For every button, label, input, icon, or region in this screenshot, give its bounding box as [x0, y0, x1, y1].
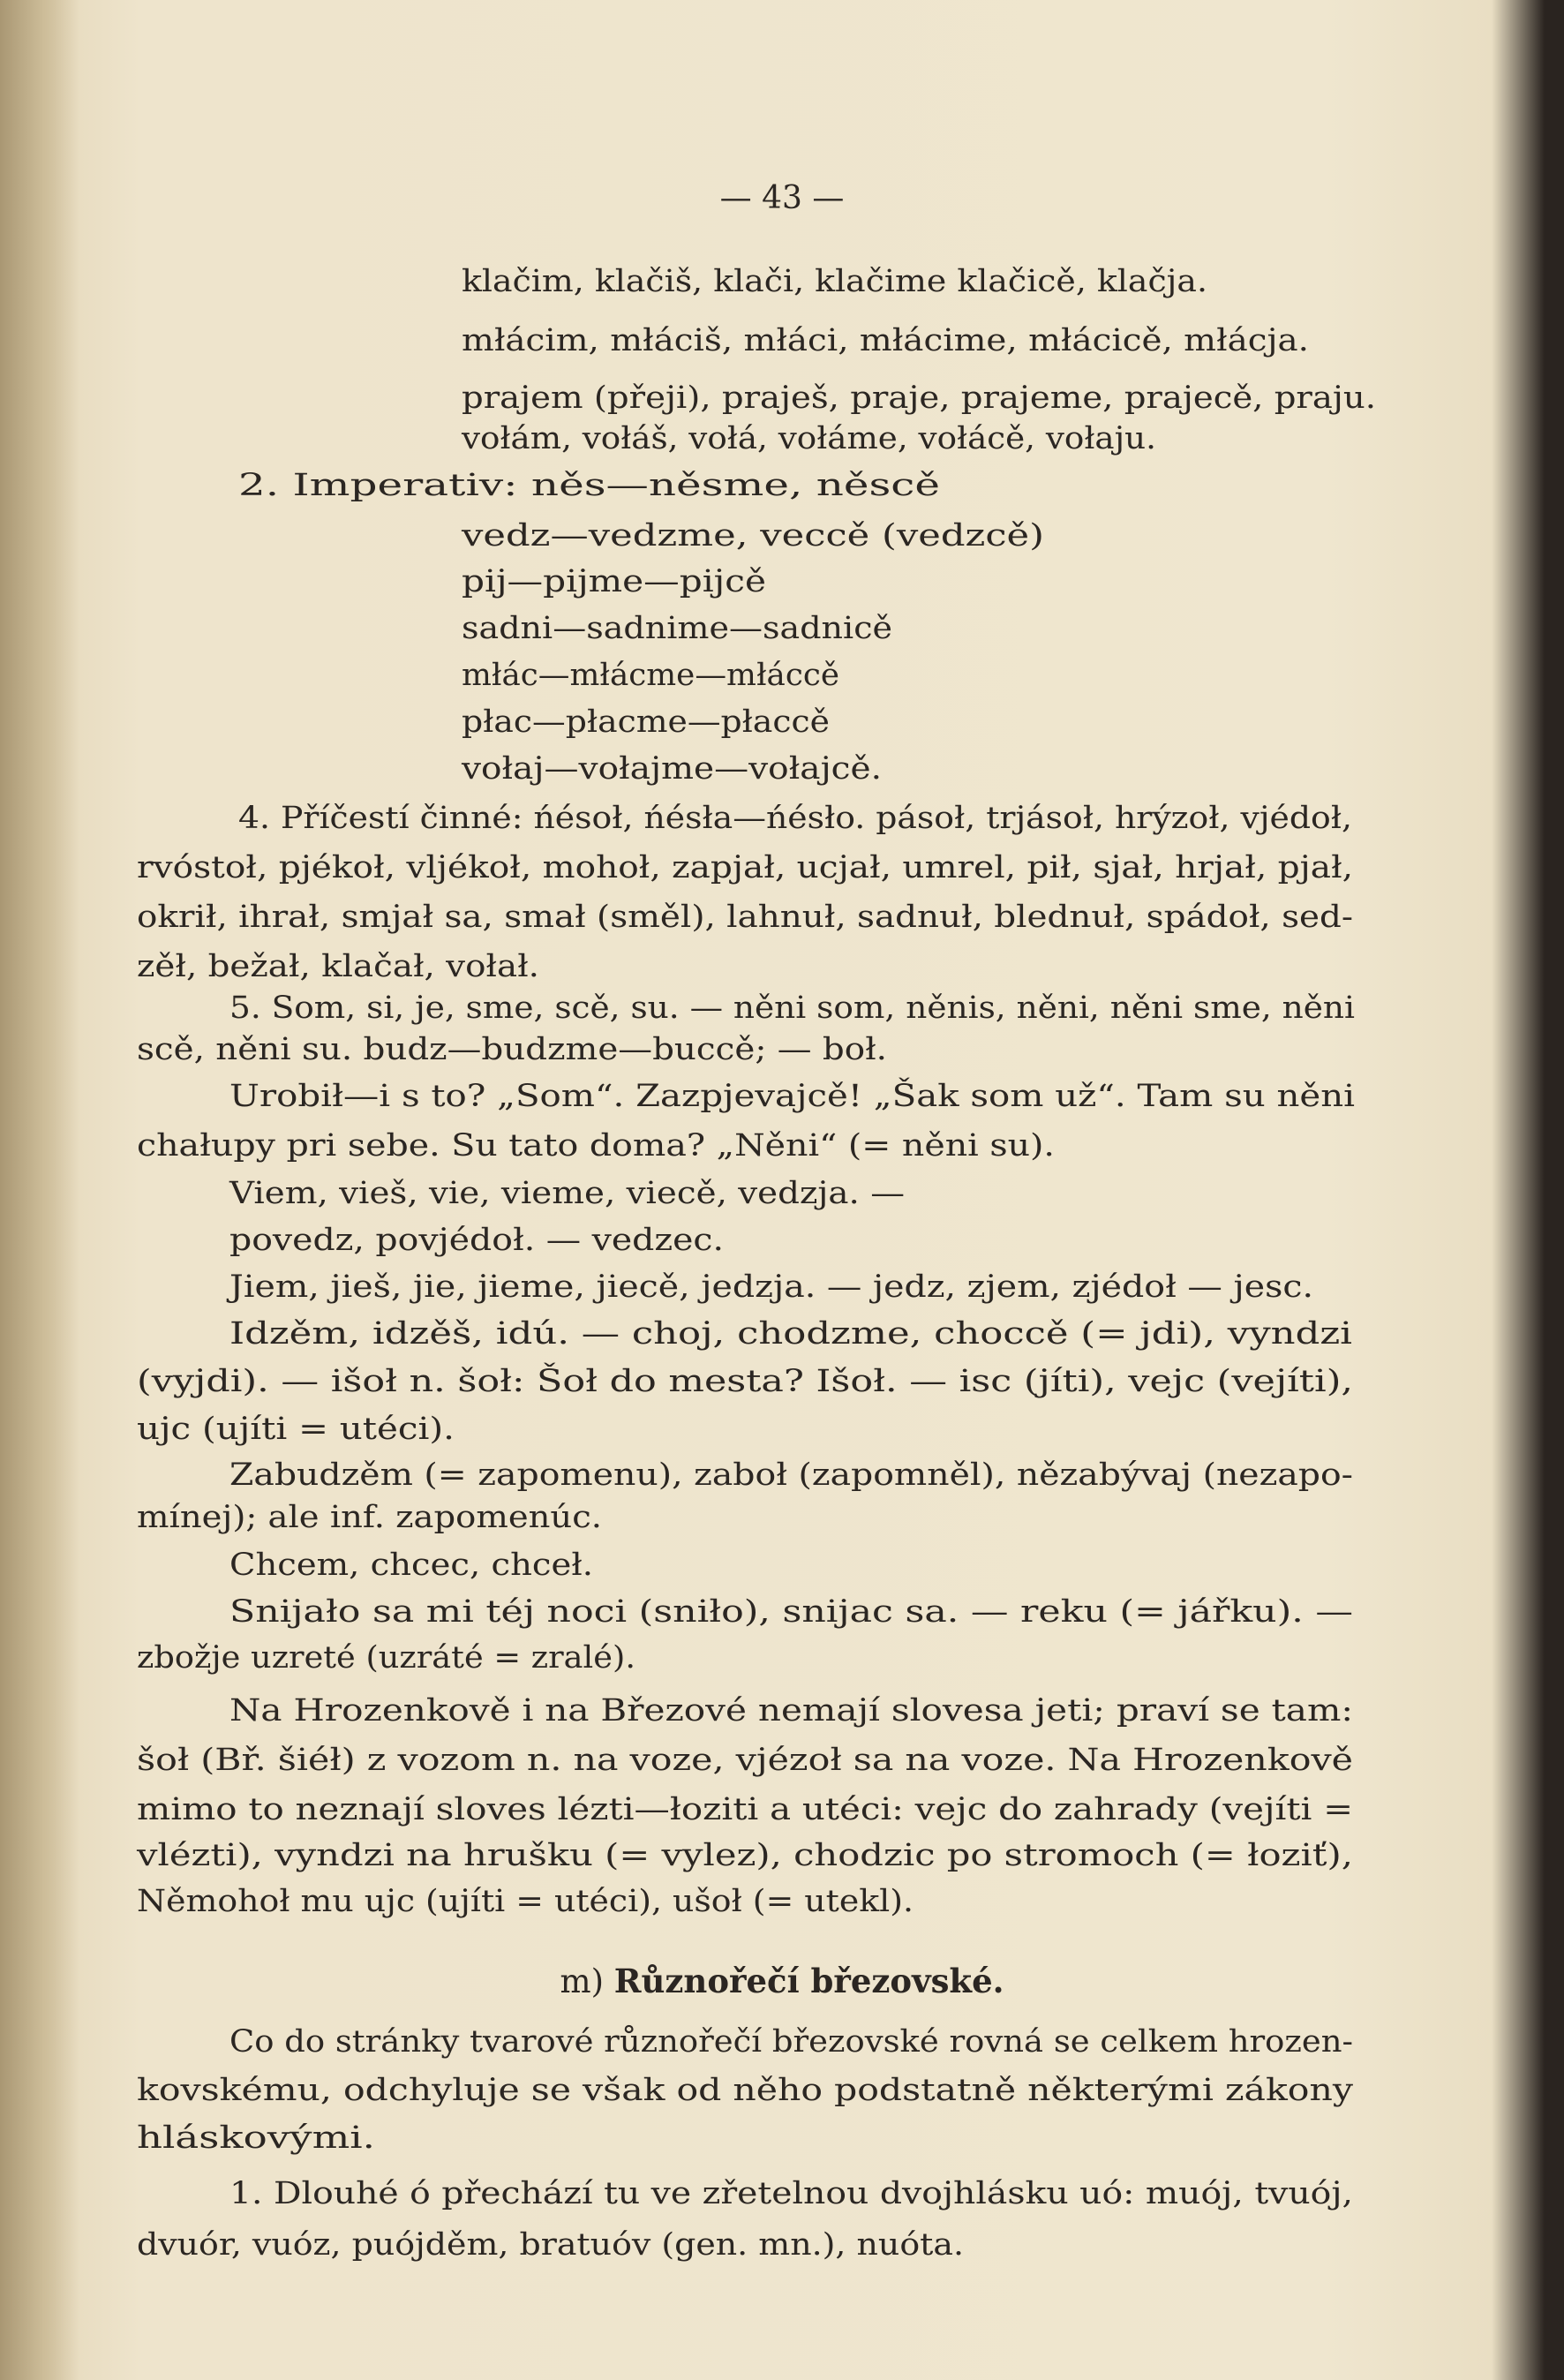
text-line: młácim, młáciš, młáci, młácime, młácicě, młácja.	[462, 323, 1309, 358]
text-line: młác—młácme—młáccě	[462, 658, 839, 693]
section-heading-prefix: m)	[560, 1962, 614, 2000]
text-line: hláskovými.	[137, 2120, 375, 2156]
text-line: Urobił—i s to? „Som“. Zazpjevajcě! „Šak som už“. Tam su něni	[229, 1079, 1355, 1114]
text-line: Snijało sa mi téj noci (sniło), snijac sa. — reku (= jářku). —	[229, 1594, 1353, 1630]
book-spine-shadow	[0, 0, 79, 2380]
text-line: płac—płacme—płaccě	[462, 704, 830, 740]
text-line: prajem (přeji), praješ, praje, prajeme, prajecě, praju.	[462, 380, 1376, 416]
text-line: dvuór, vuóz, puójděm, bratuóv (gen. mn.), nuóta.	[137, 2227, 964, 2263]
text-line: zbožje uzreté (uzráté = zralé).	[137, 1640, 635, 1676]
text-line: klačim, klačiš, klači, klačime klačicě, klačja.	[462, 264, 1207, 299]
text-line: sadni—sadnime—sadnicě	[462, 611, 892, 646]
text-line: scě, něni su. budz—budzme—buccě; — boł.	[137, 1032, 887, 1067]
text-line: Němohoł mu ujc (ujíti = utéci), ušoł (= utekl).	[137, 1884, 914, 1919]
text-line: vlézti), vyndzi na hrušku (= vylez), chodzic po stromoch (= łoziť),	[137, 1838, 1354, 1873]
section-heading-title: Různořečí březovské.	[613, 1962, 1004, 2000]
text-line: ujc (ujíti = utéci).	[137, 1412, 455, 1447]
text-line: 1. Dlouhé ó přechází tu ve zřetelnou dvojhlásku uó: muój, tvuój,	[229, 2176, 1353, 2211]
text-line: okrił, ihrał, smjał sa, smał (směl), lahnuł, sadnuł, blednuł, spádoł, sed-	[137, 900, 1353, 935]
text-line: pij—pijme—pijcě	[462, 564, 766, 599]
text-line: Viem, vieš, vie, vieme, viecě, vedzja. —	[229, 1176, 905, 1211]
section-heading	[0, 1962, 1564, 2000]
text-line: kovskému, odchyluje se však od něho podstatně některými zákony	[137, 2073, 1354, 2108]
text-line: rvóstoł, pjékoł, vljékoł, mohoł, zapjał, ucjał, umrel, pił, sjał, hrjał, pjał,	[137, 850, 1353, 885]
text-line: 5. Som, si, je, sme, scě, su. — něni som, něnis, něni, něni sme, něni	[229, 990, 1355, 1026]
text-line: Chcem, chcec, chceł.	[229, 1548, 593, 1583]
text-line: Zabudzěm (= zapomenu), zaboł (zapomněl), nězabývaj (nezapo-	[229, 1457, 1353, 1493]
text-line: Jiem, jieš, jie, jieme, jiecě, jedzja. — jedz, zjem, zjédoł — jesc.	[229, 1269, 1313, 1305]
text-line: Co do stránky tvarové různořečí březovské rovná se celkem hrozen-	[229, 2024, 1353, 2060]
text-line: 4. Příčestí činné: ńésoł, ńésła—ńésło. pásoł, trjásoł, hrýzoł, vjédoł,	[238, 801, 1352, 836]
text-line: Idzěm, idzěš, idú. — choj, chodzme, choccě (= jdi), vyndzi	[229, 1316, 1352, 1352]
text-line: mimo to neznají sloves lézti—łoziti a utéci: vejc do zahrady (vejíti =	[137, 1792, 1353, 1827]
text-line: vołaj—vołajme—vołajcě.	[462, 751, 882, 787]
text-line: 2. Imperativ: něs—něsme, něscě	[238, 468, 940, 503]
text-line: zěł, bežał, klačał, vołał.	[137, 949, 539, 984]
text-line: chałupy pri sebe. Su tato doma? „Něni“ (= něni su).	[137, 1128, 1055, 1164]
text-line: vedz—vedzme, veccě (vedzcě)	[462, 518, 1044, 554]
text-line: mínej); ale inf. zapomenúc.	[137, 1500, 602, 1535]
text-line: vołám, vołáš, vołá, vołáme, vołácě, vołaju.	[462, 421, 1156, 456]
text-line: povedz, povjédoł. — vedzec.	[229, 1223, 724, 1258]
text-line: Na Hrozenkově i na Březové nemají slovesa jeti; praví se tam:	[229, 1693, 1353, 1729]
text-line: (vyjdi). — išoł n. šoł: Šoł do mesta? Išoł. — isc (jíti), vejc (vejíti),	[137, 1364, 1353, 1399]
text-line: šoł (Bř. šiéł) z vozom n. na voze, vjézoł sa na voze. Na Hrozenkově	[137, 1743, 1353, 1778]
page-number: — 43 —	[719, 180, 845, 216]
